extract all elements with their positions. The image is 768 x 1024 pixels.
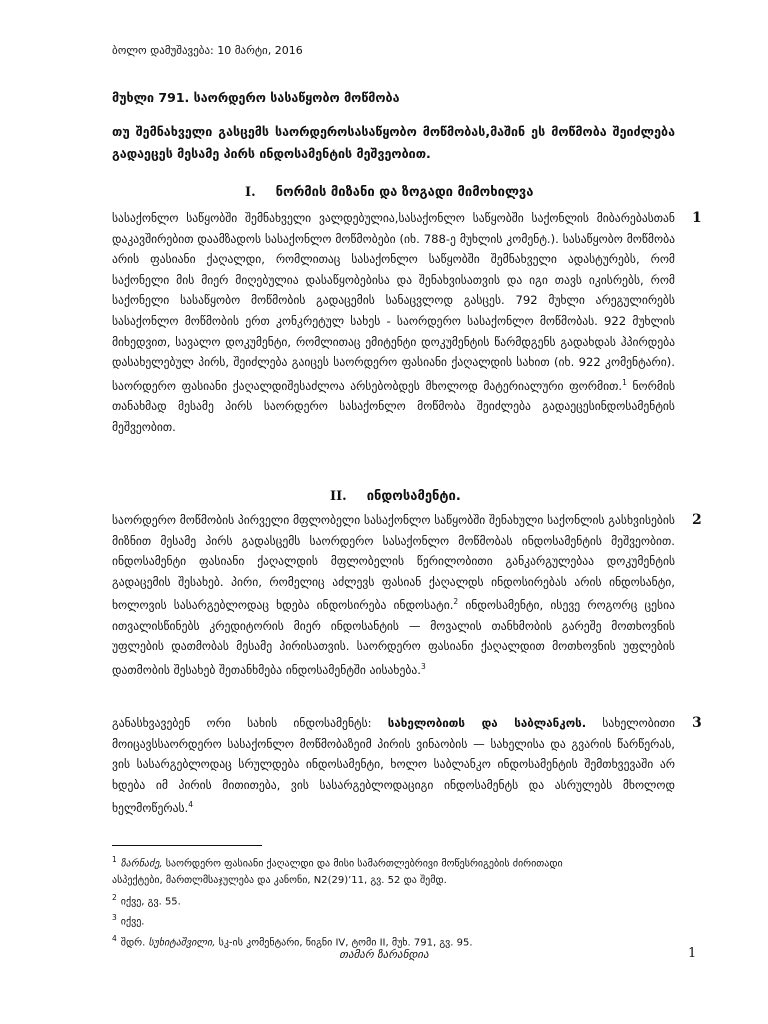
article-intro: თუ შემნახველი გასცემს საორდეროსასაწყობო მოწმობას,მაშინ ეს მოწმობა შეიძლება გადაეცეს მესამე პირს ინდოსამენტის მეშვეობით. [112, 124, 675, 161]
paragraph-2 [112, 510, 675, 680]
footer-author: თამარ ზარანდია [339, 948, 429, 961]
section-number: II. [330, 489, 347, 504]
footnotes [112, 852, 672, 952]
footnote-3 [112, 910, 672, 931]
last-updated-line: ბოლო დამუშავება: 10 მარტი, 2016 [112, 44, 303, 57]
footnote-ref[interactable]: 3 [420, 662, 426, 672]
paragraph-number-2: 2 [692, 512, 702, 528]
footnote-ref[interactable]: 4 [188, 800, 193, 810]
footnote-number: 2 [112, 892, 117, 902]
footnote-text: იქვე, გვ. 55. [120, 895, 181, 907]
paragraph-1 [112, 208, 675, 437]
footnote-divider [112, 845, 262, 846]
page-number: 1 [688, 946, 697, 961]
footnote-1-cont [112, 873, 672, 890]
paragraph-number-3: 3 [692, 715, 702, 731]
footnote-ref[interactable]: 2 [453, 597, 459, 607]
paragraph-lead-bold: სახელობითს და საბლანკოს. [387, 716, 587, 730]
paragraph-text-cont: ინდოსამენტი, ისევე როგორც ცესია ითვალისწინებს კრედიტორის მიერ ინდოსანტის — მოვალის თანხმობის გარეშე მოთხოვნის უფლების დათმობას მესამე პირისათვის. საორდერო ფასიანი ქაღალდით მოთხოვნის უფლების დათმობის შესახებ შეთანხმება ინდოსამენტში აისახება. [112, 598, 676, 677]
footnote-text: სკ-ის კომენტარი, წიგნი IV, ტომი II, მუხ. 791, გვ. 95. [218, 937, 473, 949]
section-title: ინდოსამენტი. [366, 489, 461, 504]
footnote-number: 3 [112, 913, 117, 923]
paragraph-text: სახელობითი მოიცავსსაორდერო სასაქონლო მოწმობაზეიმ პირის ვინაობის — სახელისა და გვარის წარწერას, ვის სასარგებლოდაც სრულდება ინდოსამენტი, ხოლო საბლანკო ინდოსამენტის შემთხვევაში არ ხდება იმ პირის მითითება, ვის სასარგებლოდაციგი ინდოსამენტს და ასრულებს მხოლოდ ხელმოწერას. [112, 716, 676, 816]
footnote-text: იქვე. [120, 916, 145, 928]
footnote-1 [112, 852, 672, 873]
footnote-author: ზარნაძე, [120, 858, 163, 870]
paragraph-lead: განასხვავებენ ორი სახის ინდოსამენტს: [112, 716, 388, 730]
footnote-text: საორდერო ფასიანი ქაღალდი და მისი სამართლებრივი მოწესრიგების ძირითადი [162, 858, 563, 870]
section-number: I. [245, 185, 256, 200]
footnote-number: 1 [112, 855, 117, 864]
paragraph-text: საორდერო მოწმობის პირველი მფლობელი სასაქონლო საწყობში შენახული საქონლის გასხვისების მიზნით მესამე პირს გადასცემს საორდერო სასაქონლო მოწმობას ინდოსამენტის მეშვეობით. ინდოსამენტი ფასიანი ქაღალდის მფლობელის წერილობითი განკარგულებაა დოკუმენტის გადაცემის შესახებ. პირი, რომელიც აძლევს ფასიან ქაღალდს ინდოსირებას არის ინდოსანტი, ხოლოვის სასარგებლოდაც ხდება ინდოსირება ინდოსატი. [112, 513, 675, 613]
paragraph-text: სასაქონლო საწყობში შემნახველი ვალდებულია,სასაქონლო საწყობში საქონლის მიბარებასთან დაკავშირებით დაამზადოს სასაქონლო მოწმობები (იხ. 788-ე მუხლის კომენტ.). სასაწყობო მოწმობა არის ფასიანი ქაღალდი, რომლითაც სასაქონლო საწყობში შემნახველი ადასტურებს, რომ საქონელი მის მიერ მიღებულია დასაწყობებისა და შენახვისათვის და იგი თავს იკისრებს, რომ საქონელი სასაწყობო მოწმობის გადაცემის სანაცვლოდ გასცეს. 792 მუხლი არეგულირებს სასაქონლო მოწმობის ერთ კონკრეტულ სახეს - საორდერო სასაქონლო მოწმობას. 922 მუხლის მიხედვით, სავალო დოკუმენტი, რომლითაც ემიტენტი დოკუმენტის წარმდგენს გადახდას ჰპირდება დასახელებულ პირს, შეიძლება გაიცეს საორდერო ფასიანი ქაღალდის სახით (იხ. 922 კომენტარი). საორდერო ფასიანი ქაღალდიშესაძლოა არსებობდეს მხოლოდ მატერიალური ფორმით. [112, 211, 675, 393]
section-title: ნორმის მიზანი და ზოგადი მიმოხილვა [275, 185, 534, 200]
paragraph-3 [112, 713, 675, 819]
article-title: მუხლი 791. საორდერო სასაწყობო მოწმობა [112, 90, 400, 105]
footnote-ref[interactable]: 1 [622, 377, 627, 387]
section-heading-1 [245, 185, 533, 200]
footnote-2 [112, 890, 672, 911]
section-heading-2 [330, 489, 461, 504]
footnote-text: ასპექტები, მართლმსაჯულება და კანონი, N2(29)’11, გვ. 52 და შემდ. [112, 874, 447, 886]
paragraph-text-tail: ნორმის თანახმად მესამე პირს საორდერო სასაქონლო მოწმობა შეიძლება გადაეცესინდოსამენტის მეშვეობით. [112, 378, 675, 434]
paragraph-number-1: 1 [692, 210, 702, 226]
footnote-prefix: შდრ. [120, 937, 149, 949]
footnote-author: სუხიტაშვილი, [148, 937, 216, 949]
footnote-number: 4 [112, 934, 117, 944]
